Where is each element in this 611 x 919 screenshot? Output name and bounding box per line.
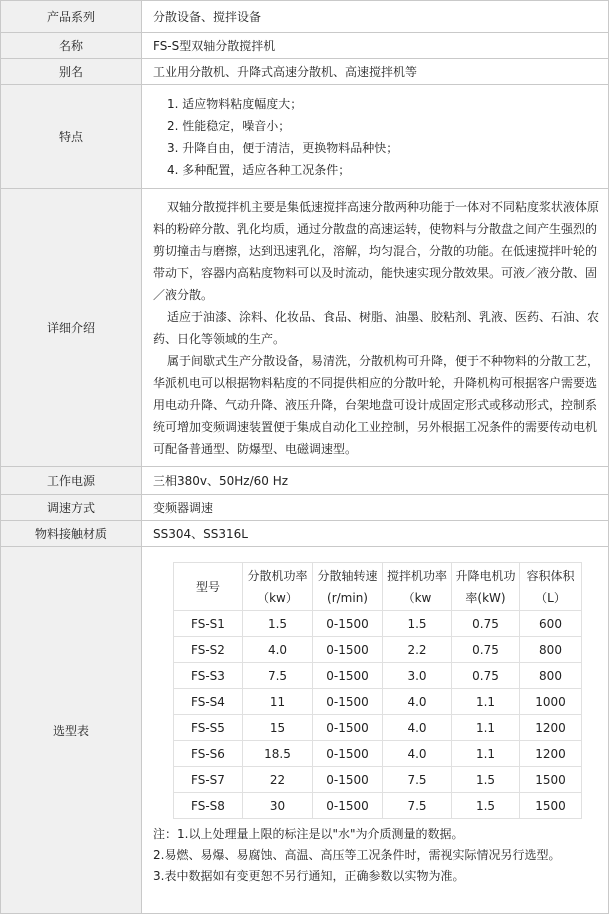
cell-disperser-power: 18.5 (243, 741, 313, 767)
value-selection (142, 547, 609, 914)
label-alias: 别名 (1, 59, 142, 85)
row-features (1, 85, 609, 189)
cell-shaft-speed: 0-1500 (313, 715, 383, 741)
cell-lift-motor-power: 1.5 (452, 767, 520, 793)
cell-volume: 800 (520, 663, 582, 689)
header-line: (r/min) (327, 590, 368, 605)
header-model (174, 563, 243, 611)
header-line: 率(kW) (465, 590, 506, 605)
feature-item: 4. 多种配置，适应各种工况条件； (167, 162, 351, 177)
cell-volume: 800 (520, 637, 582, 663)
cell-model: FS-S5 (174, 715, 243, 741)
cell-model: FS-S4 (174, 689, 243, 715)
cell-model: FS-S2 (174, 637, 243, 663)
value-alias: 工业用分散机、升降式高速分散机、高速搅拌机等 (142, 59, 609, 85)
header-line: （kw） (257, 590, 298, 605)
cell-lift-motor-power: 1.1 (452, 741, 520, 767)
table-row (174, 767, 582, 793)
cell-disperser-power: 11 (243, 689, 313, 715)
value-detail (142, 189, 609, 467)
cell-lift-motor-power: 1.1 (452, 689, 520, 715)
table-row (174, 741, 582, 767)
header-lift-motor-power (452, 563, 520, 611)
table-row (174, 611, 582, 637)
header-mixer-power (383, 563, 452, 611)
row-series (1, 1, 609, 33)
cell-lift-motor-power: 0.75 (452, 663, 520, 689)
cell-mixer-power: 7.5 (383, 793, 452, 819)
header-shaft-speed (313, 563, 383, 611)
cell-model: FS-S8 (174, 793, 243, 819)
row-name (1, 33, 609, 59)
header-volume (520, 563, 582, 611)
feature-item: 1. 适应物料粘度幅度大； (167, 96, 303, 111)
note-line: 2.易燃、易爆、易腐蚀、高温、高压等工况条件时，需视实际情况另行选型。 (153, 848, 561, 862)
row-material (1, 521, 609, 547)
cell-mixer-power: 3.0 (383, 663, 452, 689)
cell-mixer-power: 1.5 (383, 611, 452, 637)
cell-lift-motor-power: 0.75 (452, 637, 520, 663)
cell-shaft-speed: 0-1500 (313, 767, 383, 793)
label-detail: 详细介绍 (1, 189, 142, 467)
table-row (174, 637, 582, 663)
cell-shaft-speed: 0-1500 (313, 741, 383, 767)
row-alias (1, 59, 609, 85)
header-line: 升降电机功 (455, 568, 516, 583)
cell-shaft-speed: 0-1500 (313, 689, 383, 715)
cell-lift-motor-power: 1.1 (452, 715, 520, 741)
cell-model: FS-S7 (174, 767, 243, 793)
value-material: SS304、SS316L (142, 521, 609, 547)
cell-volume: 1500 (520, 767, 582, 793)
cell-mixer-power: 2.2 (383, 637, 452, 663)
cell-disperser-power: 22 (243, 767, 313, 793)
row-power (1, 467, 609, 495)
table-row (174, 793, 582, 819)
cell-mixer-power: 4.0 (383, 715, 452, 741)
detail-paragraph: 双轴分散搅拌机主要是集低速搅拌高速分散两种功能于一体对不同粘度浆状液体原料的粉碎分散、乳化均质，通过分散盘的高速运转，使物料与分散盘之间产生强烈的剪切撞击与磨擦，达到迅速乳化，溶解，均匀混合，分散的功能。在低速搅拌叶轮的带动下，容器内高粘度物料可以及时流动，能快速实现分散效果。可液／液分散、固／液分散。 (153, 199, 600, 302)
header-line: 搅拌机功率 (386, 568, 447, 583)
header-line: 容积体积 (526, 568, 575, 583)
cell-model: FS-S1 (174, 611, 243, 637)
table-row (174, 689, 582, 715)
label-power: 工作电源 (1, 467, 142, 495)
row-speed-control (1, 495, 609, 521)
value-series: 分散设备、搅拌设备 (142, 1, 609, 33)
table-row (174, 663, 582, 689)
note-line: 3.表中数据如有变更恕不另行通知，正确参数以实物为准。 (153, 869, 465, 883)
cell-lift-motor-power: 0.75 (452, 611, 520, 637)
row-detail (1, 189, 609, 467)
value-features (142, 85, 609, 189)
header-line: （L） (535, 590, 566, 605)
cell-volume: 600 (520, 611, 582, 637)
cell-disperser-power: 1.5 (243, 611, 313, 637)
label-selection: 选型表 (1, 547, 142, 914)
header-disperser-power (243, 563, 313, 611)
cell-disperser-power: 7.5 (243, 663, 313, 689)
cell-volume: 1200 (520, 715, 582, 741)
detail-paragraph: 适应于油漆、涂料、化妆品、食品、树脂、油墨、胶粘剂、乳液、医药、石油、农药、日化等领域的生产。 (153, 309, 600, 346)
cell-disperser-power: 15 (243, 715, 313, 741)
header-line: 分散机功率 (247, 568, 308, 583)
label-speed-control: 调速方式 (1, 495, 142, 521)
cell-mixer-power: 7.5 (383, 767, 452, 793)
note-line: 注：1.以上处理量上限的标注是以"水"为介质测量的数据。 (153, 827, 464, 841)
header-line: 分散轴转速 (317, 568, 378, 583)
header-line: 型号 (195, 579, 220, 594)
cell-disperser-power: 4.0 (243, 637, 313, 663)
value-power: 三相380v、50Hz/60 Hz (142, 467, 609, 495)
label-name: 名称 (1, 33, 142, 59)
feature-item: 2. 性能稳定，噪音小； (167, 118, 291, 133)
header-line: （kw (402, 590, 432, 605)
cell-shaft-speed: 0-1500 (313, 793, 383, 819)
selection-notes (153, 824, 608, 887)
label-features: 特点 (1, 85, 142, 189)
cell-model: FS-S3 (174, 663, 243, 689)
row-selection (1, 547, 609, 914)
cell-mixer-power: 4.0 (383, 741, 452, 767)
table-row (174, 715, 582, 741)
feature-list (142, 93, 608, 181)
cell-mixer-power: 4.0 (383, 689, 452, 715)
model-selection-table (173, 562, 582, 819)
cell-disperser-power: 30 (243, 793, 313, 819)
label-series: 产品系列 (1, 1, 142, 33)
cell-volume: 1500 (520, 793, 582, 819)
cell-lift-motor-power: 1.5 (452, 793, 520, 819)
label-material: 物料接触材质 (1, 521, 142, 547)
cell-shaft-speed: 0-1500 (313, 663, 383, 689)
value-name: FS-S型双轴分散搅拌机 (142, 33, 609, 59)
model-table-header (174, 563, 582, 611)
cell-shaft-speed: 0-1500 (313, 637, 383, 663)
cell-volume: 1000 (520, 689, 582, 715)
value-speed-control: 变频器调速 (142, 495, 609, 521)
cell-shaft-speed: 0-1500 (313, 611, 383, 637)
detail-paragraph: 属于间歇式生产分散设备，易清洗，分散机构可升降，便于不种物料的分散工艺，华派机电可以根据物料粘度的不同提供相应的分散叶轮，升降机构可根据客户需要选用电动升降、气动升降、液压升降，台架地盘可设计成固定形式或移动形式，控制系统可增加变频调速装置便于集成自动化工业控制，另外根据工况条件的需要传动电机可配备普通型、防爆型、电磁调速型。 (153, 353, 600, 456)
cell-volume: 1200 (520, 741, 582, 767)
cell-model: FS-S6 (174, 741, 243, 767)
feature-item: 3. 升降自由，便于清洁，更换物料品种快； (167, 140, 399, 155)
